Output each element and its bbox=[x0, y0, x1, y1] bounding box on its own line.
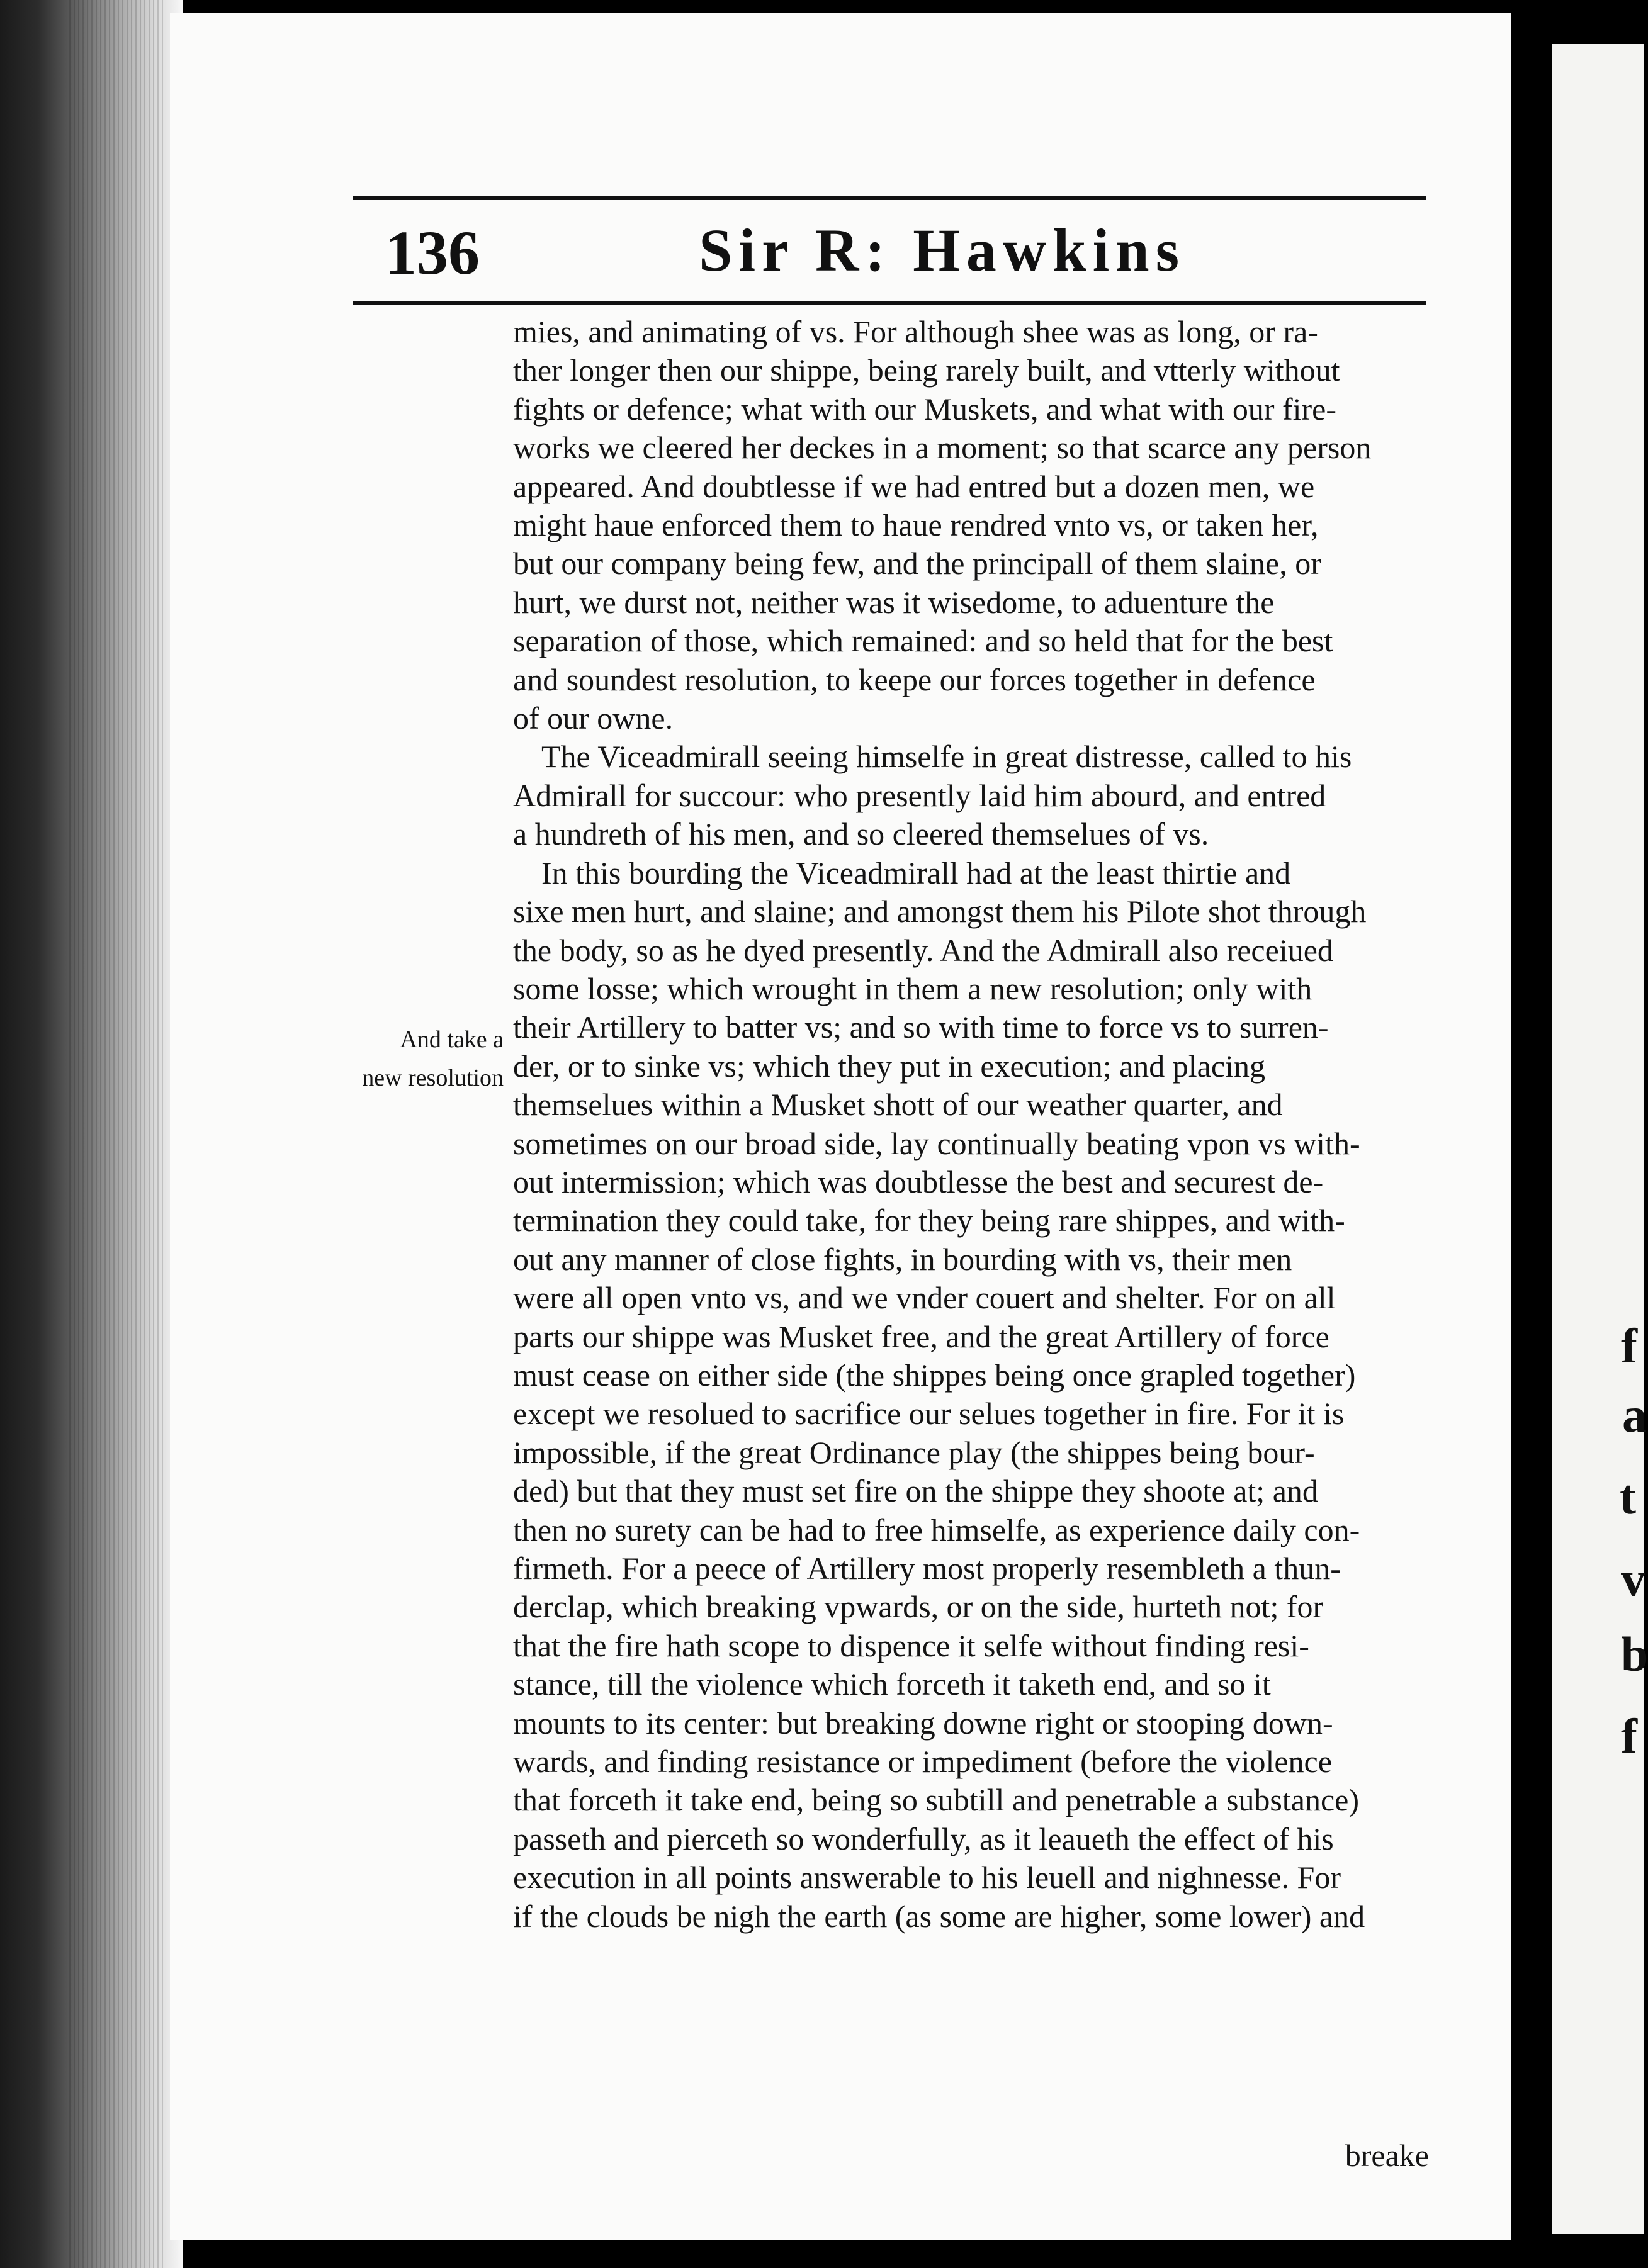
catchword-block bbox=[513, 2136, 1429, 2175]
facing-page-glyph: b bbox=[1621, 1627, 1648, 1681]
page-number: 136 bbox=[385, 218, 480, 288]
text-line: and soundest resolution, to keepe our forces together in defence bbox=[513, 661, 1316, 697]
facing-page-glyph: f bbox=[1621, 1709, 1637, 1763]
text-line: In this bourding the Viceadmirall had at the least thirtie and bbox=[541, 855, 1291, 890]
text-line: but our company being few, and the principall of them slaine, or bbox=[513, 546, 1321, 581]
text-line: ther longer then our shippe, being rarely built, and vtterly without bbox=[513, 352, 1340, 388]
facing-page-glyph: a bbox=[1622, 1388, 1647, 1442]
header-top-rule bbox=[353, 196, 1426, 200]
text-line: themselues within a Musket shott of our weather quarter, and bbox=[513, 1087, 1283, 1123]
text-line: passeth and pierceth so wonderfully, as it leaueth the effect of his bbox=[513, 1821, 1334, 1856]
header-bottom-rule bbox=[353, 301, 1426, 305]
text-line: works we cleered her deckes in a moment; so that scarce any person bbox=[513, 430, 1372, 466]
text-line: might haue enforced them to haue rendred vnto vs, or taken her, bbox=[513, 507, 1319, 543]
text-line: were all open vnto vs, and we vnder couert and shelter. For on all bbox=[513, 1280, 1336, 1316]
text-line: sometimes on our broad side, lay continually beating vpon vs with- bbox=[513, 1125, 1360, 1161]
text-line: separation of those, which remained: and so held that for the best bbox=[513, 623, 1333, 659]
text-line: mounts to its center: but breaking downe right or stooping down- bbox=[513, 1705, 1333, 1741]
text-line: derclap, which breaking vpwards, or on the side, hurteth not; for bbox=[513, 1589, 1324, 1625]
binding-shadow-lines bbox=[69, 0, 164, 2268]
marginal-note-line: new resolution bbox=[362, 1065, 504, 1091]
text-line: stance, till the violence which forceth it taketh end, and so it bbox=[513, 1666, 1271, 1702]
body-text bbox=[513, 313, 1429, 1936]
text-line: sixe men hurt, and slaine; and amongst them his Pilote shot through bbox=[513, 894, 1367, 929]
marginal-note-line: And take a bbox=[400, 1026, 504, 1053]
text-line: that the fire hath scope to dispence it selfe without finding resi- bbox=[513, 1627, 1309, 1663]
text-line: out intermission; which was doubtlesse the best and securest de- bbox=[513, 1164, 1324, 1199]
text-line: the body, so as he dyed presently. And the Admirall also receiued bbox=[513, 932, 1333, 968]
facing-page-edge bbox=[1552, 44, 1648, 2234]
text-line: if the clouds be nigh the earth (as some are higher, some lower) and bbox=[513, 1898, 1365, 1934]
text-line: ded) but that they must set fire on the shippe they shoote at; and bbox=[513, 1473, 1318, 1509]
text-line: fights or defence; what with our Muskets, and what with our fire- bbox=[513, 391, 1337, 427]
facing-page-glyph: t bbox=[1620, 1469, 1636, 1524]
text-line: execution in all points answerable to his leuell and nighnesse. For bbox=[513, 1860, 1341, 1895]
text-line: impossible, if the great Ordinance play (the shippes being bour- bbox=[513, 1434, 1315, 1470]
text-line: hurt, we durst not, neither was it wisedome, to aduenture the bbox=[513, 584, 1275, 620]
text-line: parts our shippe was Musket free, and the great Artillery of force bbox=[513, 1318, 1329, 1354]
text-line: firmeth. For a peece of Artillery most properly resembleth a thun- bbox=[513, 1551, 1341, 1586]
facing-page-glyph: f bbox=[1621, 1318, 1637, 1373]
text-line: termination they could take, for they being rare shippes, and with- bbox=[513, 1203, 1345, 1238]
text-line: Admirall for succour: who presently laid him abourd, and entred bbox=[513, 777, 1326, 813]
text-line: must cease on either side (the shippes being once grapled together) bbox=[513, 1357, 1356, 1393]
text-line: der, or to sinke vs; which they put in execution; and placing bbox=[513, 1048, 1265, 1084]
text-line: mies, and animating of vs. For although shee was as long, or ra- bbox=[513, 314, 1318, 349]
text-line: a hundreth of his men, and so cleered themselues of vs. bbox=[513, 816, 1209, 852]
text-line: some losse; which wrought in them a new resolution; only with bbox=[513, 970, 1312, 1006]
text-line: out any manner of close fights, in bourding with vs, their men bbox=[513, 1241, 1292, 1277]
text-line: wards, and finding resistance or impediment (before the violence bbox=[513, 1744, 1332, 1780]
text-line: The Viceadmirall seeing himselfe in great distresse, called to his bbox=[541, 739, 1352, 775]
text-line: of our owne. bbox=[513, 700, 674, 736]
catchword: breake bbox=[1345, 2138, 1429, 2173]
text-line: that forceth it take end, being so subtill and penetrable a substance) bbox=[513, 1782, 1359, 1818]
running-head: Sir R: Hawkins bbox=[699, 216, 1186, 284]
marginal-note bbox=[353, 1021, 504, 1098]
facing-page-glyph: v bbox=[1621, 1551, 1645, 1606]
text-line: then no surety can be had to free himselfe, as experience daily con- bbox=[513, 1512, 1360, 1547]
text-line: appeared. And doubtlesse if we had entred but a dozen men, we bbox=[513, 468, 1315, 504]
text-line: their Artillery to batter vs; and so with time to force vs to surren- bbox=[513, 1009, 1329, 1045]
text-line: except we resolued to sacrifice our selues together in fire. For it is bbox=[513, 1396, 1345, 1432]
